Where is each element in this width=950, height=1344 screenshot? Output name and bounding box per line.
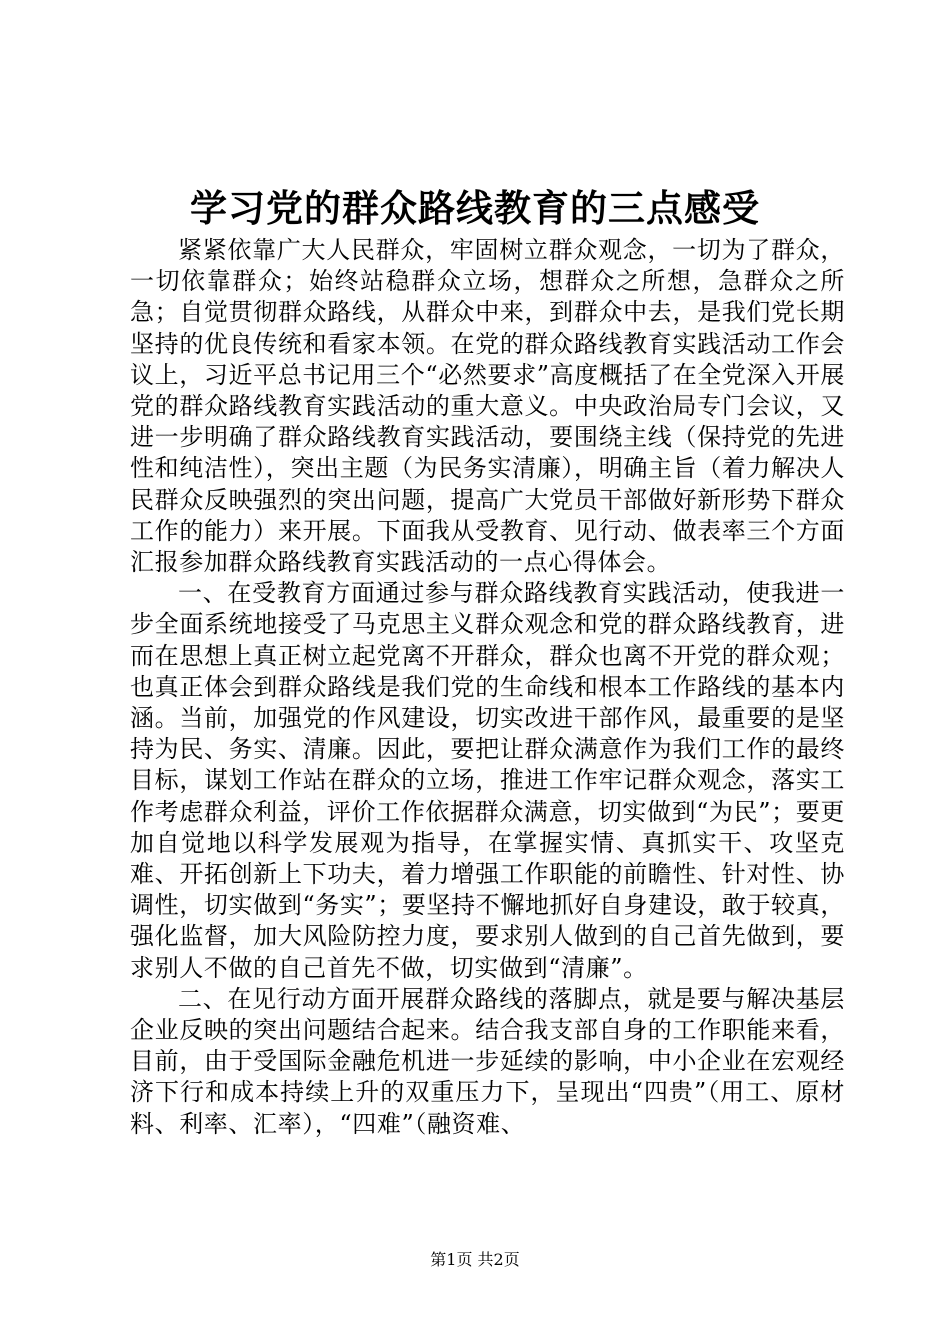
paragraph-intro: 紧紧依靠广大人民群众，牢固树立群众观念，一切为了群众，一切依靠群众；始终站稳群众立场，想群众之所想，急群众之所急；自觉贯彻群众路线，从群众中来，到群众中去，是我们党长期坚持的优良传统和看家本领。在党的群众路线教育实践活动工作会议上，习近平总书记用三个“必然要求”高度概括了在全党深入开展党的群众路线教育实践活动的重大意义。中央政治局专门会议，又进一步明确了群众路线教育实践活动，要围绕主线（保持党的先进性和纯洁性），突出主题（为民务实清廉），明确主旨（着力解决人民群众反映强烈的突出问题，提高广大党员干部做好新形势下群众工作的能力）来开展。下面我从受教育、见行动、做表率三个方面汇报参加群众路线教育实践活动的一点心得体会。 bbox=[130, 236, 845, 577]
paragraph-action: 二、在见行动方面开展群众路线的落脚点，就是要与解决基层企业反映的突出问题结合起来。结合我支部自身的工作职能来看，目前，由于受国际金融危机进一步延续的影响，中小企业在宏观经济下行和成本持续上升的双重压力下，呈现出“四贵”（用工、原材料、利率、汇率），“四难”（融资难、 bbox=[130, 984, 845, 1138]
document-title: 学习党的群众路线教育的三点感受 bbox=[190, 186, 760, 230]
page-number-footer: 第1页 共2页 bbox=[430, 1250, 520, 1269]
paragraph-education: 一、在受教育方面通过参与群众路线教育实践活动，使我进一步全面系统地接受了马克思主义群众观念和党的群众路线教育，进而在思想上真正树立起党离不开群众，群众也离不开党的群众观；也真正体会到群众路线是我们党的生命线和根本工作路线的基本内涵。当前，加强党的作风建设，切实改进干部作风，最重要的是坚持为民、务实、清廉。因此，要把让群众满意作为我们工作的最终目标，谋划工作站在群众的立场，推进工作牢记群众观念，落实工作考虑群众利益，评价工作依据群众满意，切实做到“为民”；要更加自觉地以科学发展观为指导，在掌握实情、真抓实干、攻坚克难、开拓创新上下功夫，着力增强工作职能的前瞻性、针对性、协调性，切实做到“务实”；要坚持不懈地抓好自身建设，敢于较真，强化监督，加大风险防控力度，要求别人做到的自己首先做到，要求别人不做的自己首先不做，切实做到“清廉”。 bbox=[130, 579, 845, 982]
document-body bbox=[130, 235, 845, 1140]
